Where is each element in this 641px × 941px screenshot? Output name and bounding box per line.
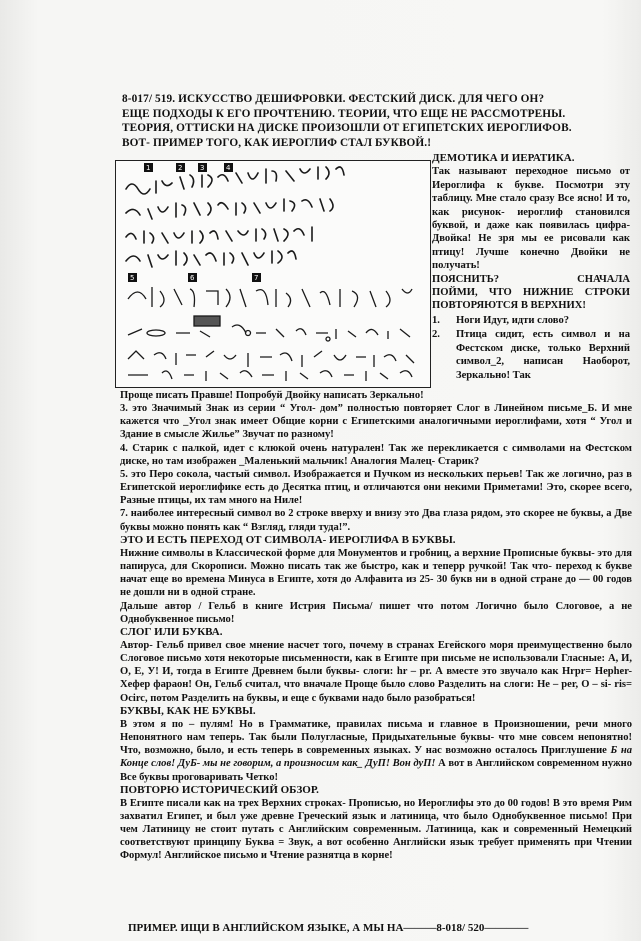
right-intro: Так называют переходное письмо от Иероглифа к букве. Посмотри эту таблицу. Мне стало сразу Все ясно! И то, как рисунок- иероглиф становился буквой, и даже как появилась цифра- Двойка! Не зря мы ее рисовали как птицу! Лучше конечно Двойки не получать! — [432, 166, 630, 272]
paragraph — [120, 718, 632, 784]
paragraph: Нижние символы в Классической форме для Монументов и гробниц, а верхние Прописные буквы- это для папируса, для Скорописи. Можно писать так же быстро, как и теперр ручкой! Так что- переход к букве начат еще во времена Минуса в Египте, хотя до Алфавита из 25- 30 букв ни в одной стране до — 00 годов не дошли ни в одной стране. — [120, 547, 632, 599]
main-body — [120, 389, 632, 863]
paragraph: 5. это Перо сокола, частый символ. Изображается и Пучком из нескольких перьев! Так же логично, раз в Египетской иероглифике есть до Десятка птиц, и отличаются они некими Приметами! Это, скорее всего, Разные птицы, их там много на Ниле! — [120, 468, 632, 507]
section-heading: ЭТО И ЕСТЬ ПЕРЕХОД ОТ СИМВОЛА- ИЕРОГЛИФА В БУКВЫ. — [120, 533, 456, 546]
marker-label-4: 4 — [226, 164, 231, 172]
paragraph: В Египте писали как на трех Верхних строках- Прописью, но Иероглифы это до 00 годов! В это время Рим захватил Египет, и был уже древне Греческий язык и латиница, что было Однобуквенное письмо! При чем Латиницу не стоит путать с Английским современным. Латиница, как и современный Немецкий соответствуют принципу Буква = Звук, а вот особенно Английски язык требует применять при Чтении Формул! Английское письмо и Чтение разнятца в корне! — [120, 797, 632, 862]
paragraph-part: В этом я по – пулям! Но в Грамматике, правилах письма и главное в Произношении, речи много Непонятного нам теперь. Так были Полугласные, Придыхательные буквы- что мне совсем непонятно! Что, возможно, было, и есть теперь в современных языках. У нас возможно осталось Приглушение — [120, 718, 632, 757]
paragraph-italic-part: Б на Конце слов! ДуБ- мы не говорим, а произносим как_ ДуП! Вон дуП! — [120, 745, 632, 770]
hieroglyph-rows — [128, 287, 414, 381]
header-line-1: 8-017/ 519. ИСКУССТВО ДЕШИФРОВКИ. ФЕСТСКИЙ ДИСК. ДЛЯ ЧЕГО ОН? — [122, 93, 545, 105]
explain-rest: ПОЙМИ, ЧТО НИЖНИЕ СТРОКИ ПОВТОРЯЮТСЯ В ВЕРХНИХ! — [432, 287, 630, 312]
list-item — [432, 328, 630, 382]
page-header — [122, 92, 622, 150]
page-footer: ПРИМЕР. ИЩИ В АНГЛИЙСКОМ ЯЗЫКЕ, А МЫ НА———8-018/ 520———— — [128, 922, 529, 934]
section-heading: БУКВЫ, КАК НЕ БУКВЫ. — [120, 704, 256, 717]
hieroglyph-table-figure — [115, 160, 431, 388]
marker-label-5: 5 — [130, 274, 135, 282]
paragraph-part: А вот в Английском современном нужно Все буквы проговаривать Четко! — [120, 758, 632, 783]
section-heading: ПОВТОРЮ ИСТОРИЧЕСКИЙ ОБЗОР. — [120, 783, 319, 796]
list-item-text: Птица сидит, есть символ и на Фестском диске, только Верхний символ_2, написан Наоборот, Зеркально! Так — [456, 329, 630, 381]
explain-right: СНАЧАЛА — [577, 273, 630, 285]
paragraph: Автор- Гельб привел свое мнение насчет того, почему в странах Егейского моря преимущественно было Слоговое письмо хотя некоторые письменности, как в Египте при письме не использовали Гласные: А, И, О, Е, У! И, тогда в Египте Древнем были буквы- слоги: hr – pr. А вместе это звучало как Hrpr= Hepher- Хефер фараон! Он, Гельб считал, что вначале Проще было слово Разделить на слоги: He – per, O – si- ris= Ocirc, потом Разделить на буквы, и еще с буквами надо было разобраться! — [120, 639, 632, 704]
explain-line — [432, 273, 630, 286]
section-title-demotic: ДЕМОТИКА И ИЕРАТИКА. — [432, 152, 575, 164]
list-item-number: 2. — [432, 329, 440, 341]
paragraph: Дальше автор / Гельб в книге Истрия Письма/ пишет что потом Логично было Слоговое, а не Однобуквенное письмо! — [120, 600, 632, 625]
paragraph: 3. это Значимый Знак из серии “ Угол- дом” полностью повторяет Слог в Линейном письме_Б. И мне кажется что _Угол знак имеет Общие корни с Египетскими аналогичными иероглифами, хотя “ Угол и Здание в смысле Жилье” Звучат по разному! — [120, 403, 632, 441]
hieroglyph-table-drawing — [116, 161, 430, 387]
header-line-2: ЕЩЕ ПОДХОДЫ К ЕГО ПРОЧТЕНИЮ. ТЕОРИИ, ЧТО ЕЩЕ НЕ РАССМОТРЕНЫ. — [122, 107, 566, 120]
list-item — [432, 314, 630, 327]
header-line-3: ТЕОРИЯ, ОТТИСКИ НА ДИСКЕ ПРОИЗОШЛИ ОТ ЕГИПЕТСКИХ ИЕРОГЛИФОВ. — [122, 122, 572, 135]
marker-label-2: 2 — [178, 164, 183, 172]
marker-label-1: 1 — [146, 164, 151, 172]
right-column — [432, 152, 630, 382]
paragraph: 7. наиболее интересный символ во 2 строке вверху и внизу это Два глаза рядом, это скорее не буквы, а Две буквы можно понять как “ Взгляд, гляди туда!”. — [120, 508, 632, 533]
list-item-number: 1. — [432, 314, 440, 326]
header-line-4: ВОТ- ПРИМЕР ТОГО, КАК ИЕРОГЛИФ СТАЛ БУКВОЙ.! — [122, 136, 432, 149]
marker-label-6: 6 — [190, 274, 195, 282]
paragraph: Проще писать Правше! Попробуй Двойку написать Зеркально! — [120, 390, 424, 401]
section-heading: СЛОГ ИЛИ БУКВА. — [120, 625, 223, 638]
marker-label-3: 3 — [200, 164, 205, 172]
marker-label-7: 7 — [254, 274, 259, 282]
hieratic-rows — [126, 167, 344, 267]
right-list — [432, 314, 630, 382]
paragraph: 4. Старик с палкой, идет с клюкой очень натурален! Так же перекликается с символами на Фестском диске, но там изображен _Маленький мальчик! Аналогия Малец- Старик? — [120, 442, 632, 467]
list-item-text: Ноги Идут, идти слово? — [456, 314, 570, 326]
explain-left: ПОЯСНИТЬ? — [432, 273, 500, 285]
